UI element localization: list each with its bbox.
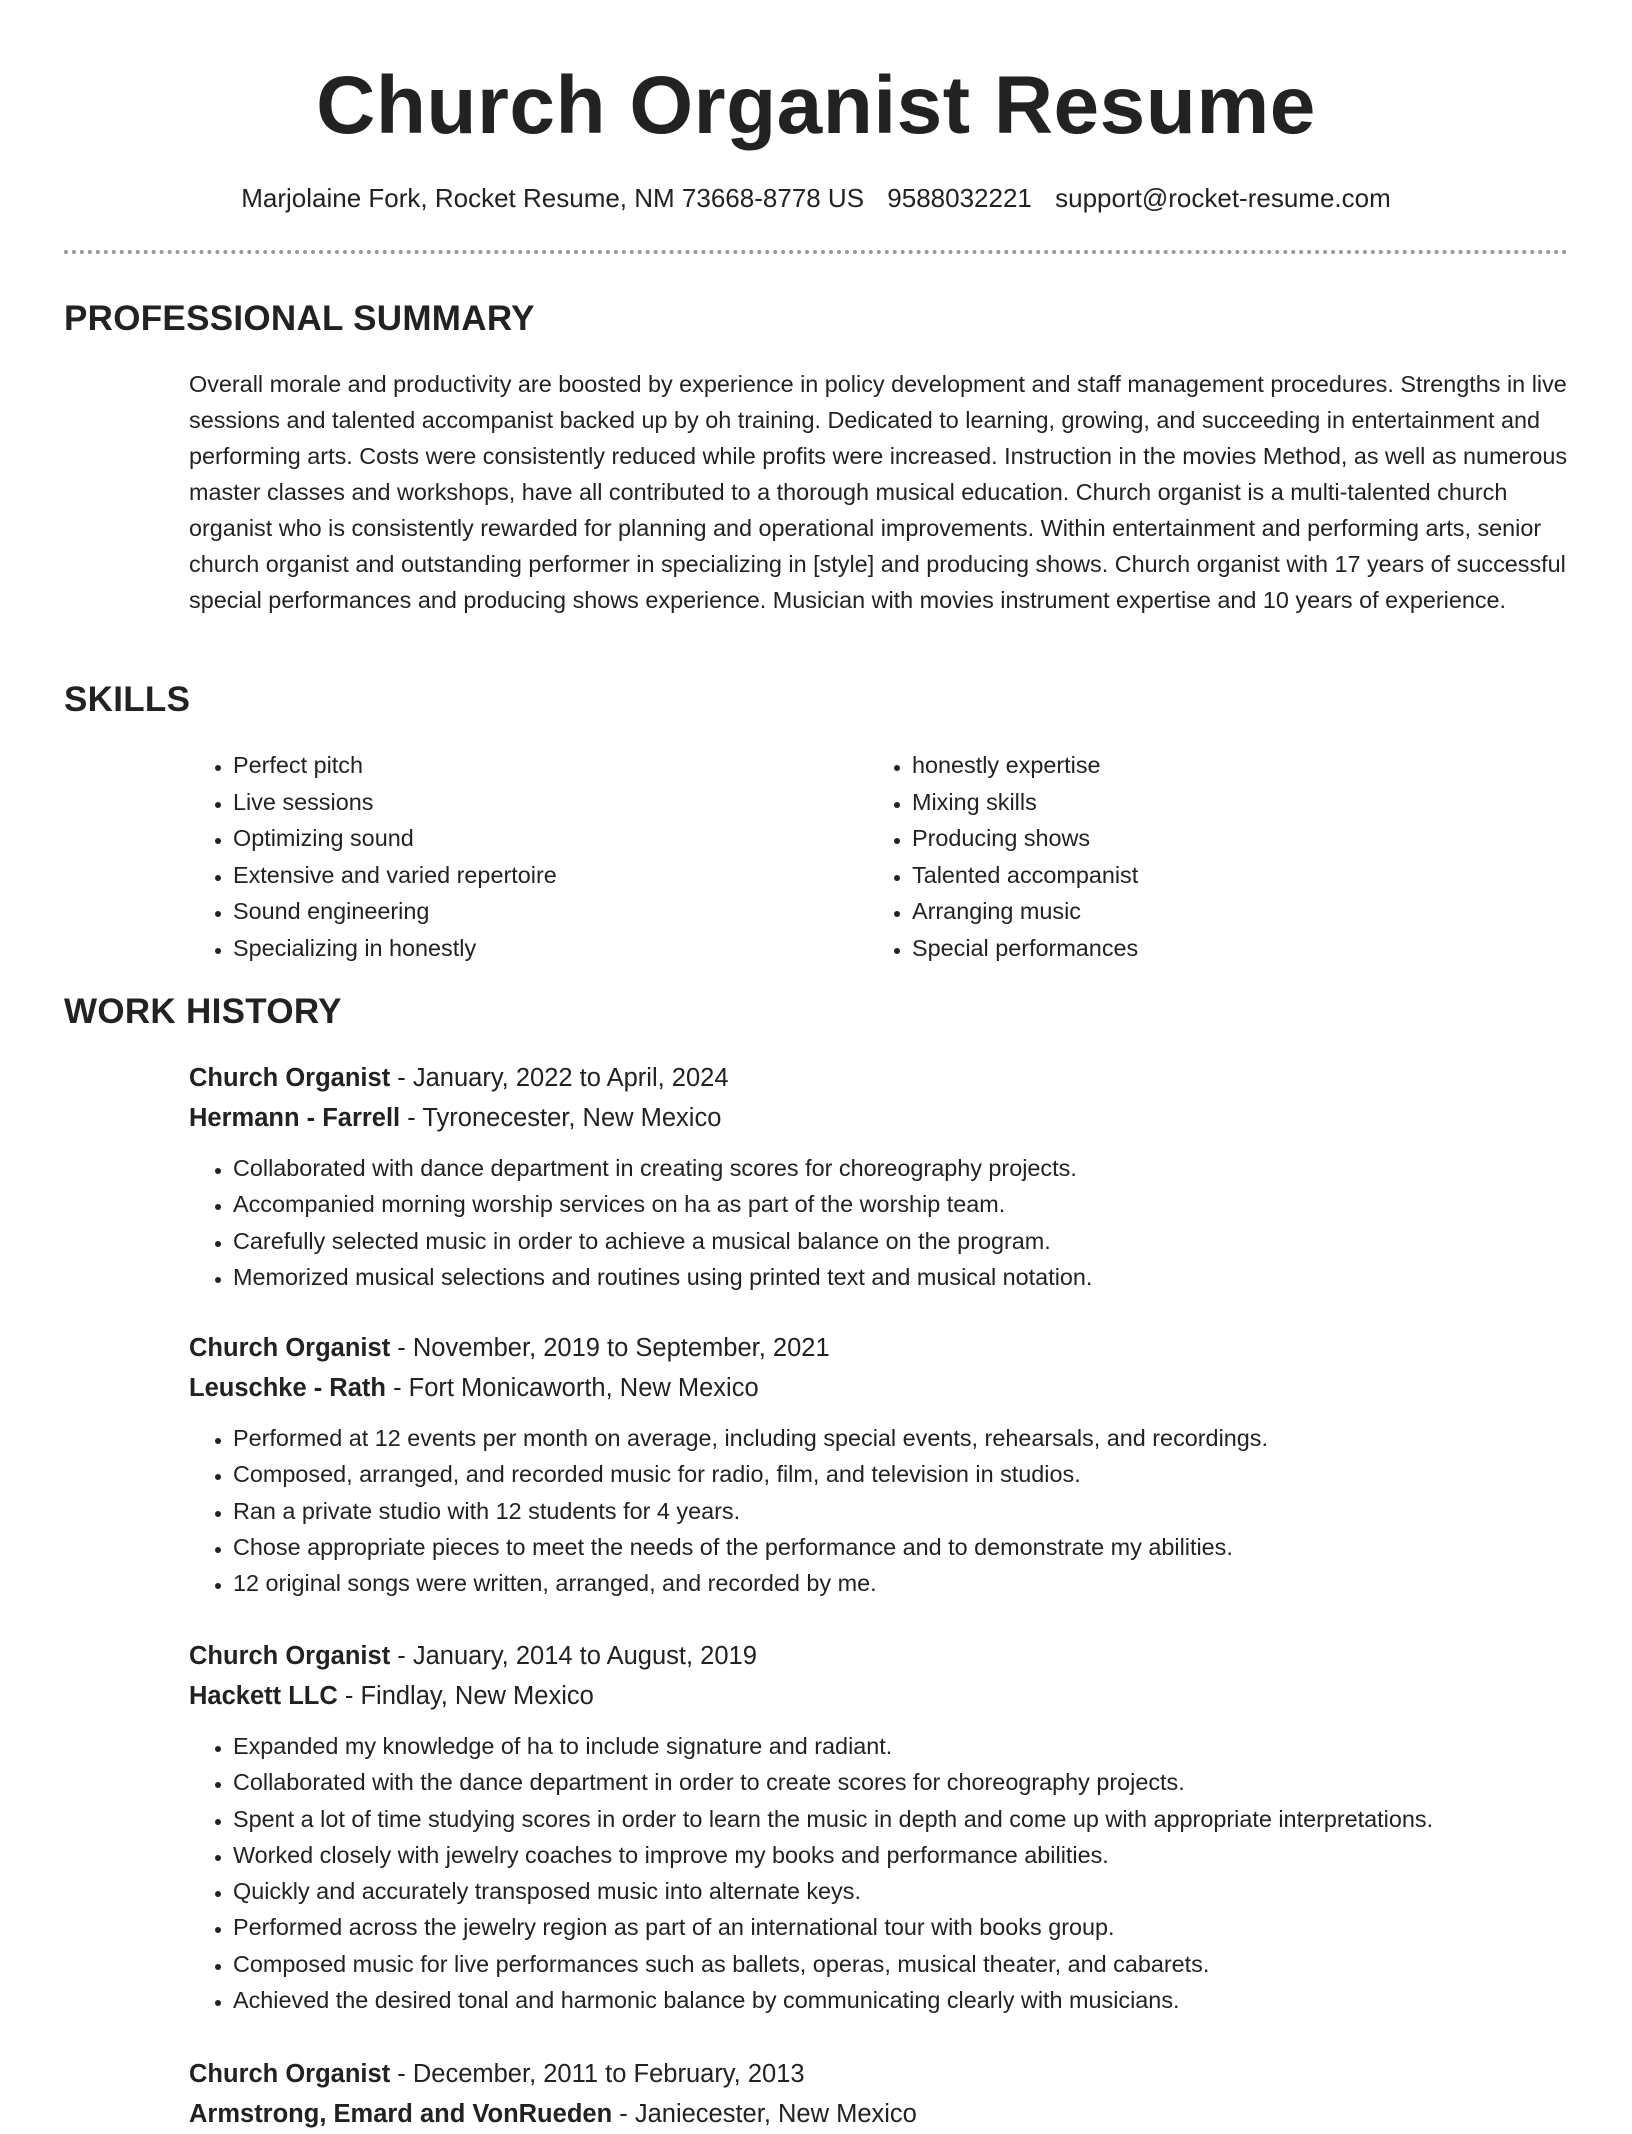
job-entry — [189, 1636, 1589, 2018]
job-bullet: • Composed music for live performances such as ballets, operas, musical theater, and cabarets. — [233, 1946, 1589, 1982]
job-entry — [189, 1328, 1589, 1601]
job-title-line — [189, 1636, 1589, 1676]
contact-phone: 9588032221 — [887, 183, 1032, 213]
skill-item: • Perfect pitch — [233, 747, 557, 784]
job-bullet: • Spent a lot of time studying scores in order to learn the music in depth and come up with appropriate interpretations. — [233, 1801, 1589, 1837]
job-title: Church Organist — [189, 1642, 391, 1670]
contact-email: support@rocket-resume.com — [1055, 183, 1391, 213]
job-bullet: • Accompanied morning worship services on ha as part of the worship team. — [233, 1186, 1589, 1222]
job-company-line — [189, 1098, 1589, 1138]
skill-item: • Mixing skills — [912, 784, 1138, 821]
job-bullet: • Achieved the desired tonal and harmonic balance by communicating clearly with musicians. — [233, 1982, 1589, 2018]
job-bullet: • Quickly and accurately transposed music into alternate keys. — [233, 1873, 1589, 1909]
job-bullet: • Carefully selected music in order to achieve a musical balance on the program. — [233, 1223, 1589, 1259]
job-bullet: • 12 original songs were written, arranged, and recorded by me. — [233, 1565, 1589, 1601]
job-location: - Findlay, New Mexico — [344, 1682, 594, 1710]
job-bullets — [189, 1150, 1589, 1295]
skill-item: • Specializing in honestly — [233, 930, 557, 967]
job-dates: - December, 2011 to February, 2013 — [397, 2060, 805, 2088]
skill-item: • Sound engineering — [233, 893, 557, 930]
job-title: Church Organist — [189, 1064, 391, 1092]
skill-item: • Special performances — [912, 930, 1138, 967]
skill-item: • Optimizing sound — [233, 820, 557, 857]
summary-text: Overall morale and productivity are boosted by experience in policy development and staff management procedures. Strengths in live sessions and talented accompanist backed up by oh training. Dedicated to learning, growing, and succeeding in entertainment and performing arts. Costs were consistently reduced while profits were increased. Instruction in the movies Method, as well as numerous master classes and workshops, have all contributed to a thorough musical education. Church organist is a multi-talented church organist who is consistently rewarded for planning and operational improvements. Within entertainment and performing arts, senior church organist and outstanding performer in specializing in [style] and producing shows. Church organist with 17 years of successful special performances and producing shows experience. Musician with movies instrument expertise and 10 years of experience. — [189, 371, 1568, 613]
skill-item: • Extensive and varied repertoire — [233, 857, 557, 894]
job-bullets — [189, 1420, 1589, 1601]
job-location: - Janiecester, New Mexico — [619, 2100, 917, 2128]
job-bullet: • Performed across the jewelry region as part of an international tour with books group. — [233, 1909, 1589, 1945]
job-dates: - November, 2019 to September, 2021 — [397, 1334, 830, 1362]
contact-line — [0, 180, 1632, 216]
job-location: - Tyronecester, New Mexico — [407, 1104, 722, 1132]
job-bullet: • Collaborated with the dance department in order to create scores for choreography projects. — [233, 1764, 1589, 1800]
job-company: Hackett LLC — [189, 1682, 338, 1710]
job-bullet: • Memorized musical selections and routines using printed text and musical notation. — [233, 1259, 1589, 1295]
job-company-line — [189, 2094, 1589, 2134]
job-title-line — [189, 1328, 1589, 1368]
job-bullet: • Worked closely with jewelry coaches to improve my books and performance abilities. — [233, 1837, 1589, 1873]
job-company-line — [189, 1676, 1589, 1716]
skills-heading: SKILLS — [64, 680, 191, 719]
job-title: Church Organist — [189, 2060, 391, 2088]
resume-title: Church Organist Resume — [316, 60, 1316, 151]
job-company-line — [189, 1368, 1589, 1408]
skill-item: • honestly expertise — [912, 747, 1138, 784]
job-bullets — [189, 1728, 1589, 2018]
job-bullet: • Collaborated with dance department in creating scores for choreography projects. — [233, 1150, 1589, 1186]
job-title-line — [189, 1058, 1589, 1098]
skills-list-left — [189, 747, 557, 967]
skill-item: • Arranging music — [912, 893, 1138, 930]
job-company: Armstrong, Emard and VonRueden — [189, 2100, 613, 2128]
summary-heading: PROFESSIONAL SUMMARY — [64, 299, 535, 338]
skill-item: • Talented accompanist — [912, 857, 1138, 894]
job-bullet: • Ran a private studio with 12 students for 4 years. — [233, 1493, 1589, 1529]
skills-list-right — [868, 747, 1138, 967]
job-entry — [189, 2054, 1589, 2134]
job-title: Church Organist — [189, 1334, 391, 1362]
job-company: Leuschke - Rath — [189, 1374, 386, 1402]
skill-item: • Live sessions — [233, 784, 557, 821]
job-title-line — [189, 2054, 1589, 2094]
job-bullet: • Performed at 12 events per month on average, including special events, rehearsals, and recordings. — [233, 1420, 1589, 1456]
job-entry — [189, 1058, 1589, 1295]
job-bullet: • Expanded my knowledge of ha to include signature and radiant. — [233, 1728, 1589, 1764]
job-company: Hermann - Farrell — [189, 1104, 401, 1132]
job-bullet: • Composed, arranged, and recorded music for radio, film, and television in studios. — [233, 1456, 1589, 1492]
job-bullet: • Chose appropriate pieces to meet the needs of the performance and to demonstrate my abilities. — [233, 1529, 1589, 1565]
header-divider — [64, 250, 1568, 254]
skill-item: • Producing shows — [912, 820, 1138, 857]
work-heading: WORK HISTORY — [64, 992, 342, 1031]
job-dates: - January, 2014 to August, 2019 — [397, 1642, 757, 1670]
contact-address: Marjolaine Fork, Rocket Resume, NM 73668-8778 US — [241, 183, 865, 213]
job-dates: - January, 2022 to April, 2024 — [397, 1064, 729, 1092]
job-location: - Fort Monicaworth, New Mexico — [393, 1374, 759, 1402]
